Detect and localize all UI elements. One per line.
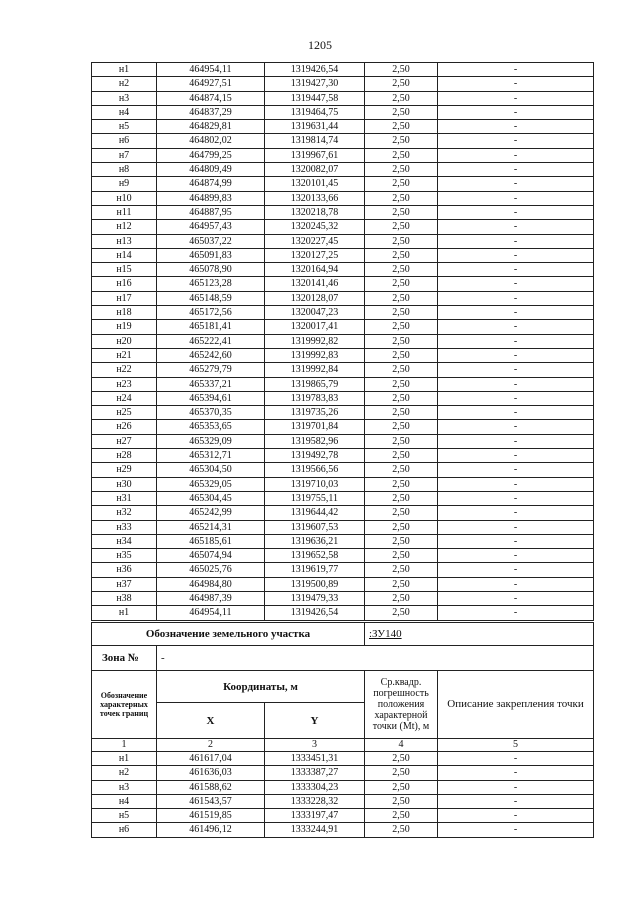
land-plot-value: :ЗУ140 (369, 628, 402, 640)
coord-y: 1319992,84 (265, 363, 365, 377)
description: - (438, 205, 594, 219)
description: - (438, 823, 594, 837)
coord-y: 1319427,30 (265, 77, 365, 91)
description: - (438, 234, 594, 248)
coord-x: 464799,25 (157, 148, 265, 162)
column-number: 4 (365, 739, 438, 752)
coord-x: 465394,61 (157, 391, 265, 405)
coord-x: 465242,99 (157, 506, 265, 520)
error-value: 2,50 (365, 177, 438, 191)
table-row (92, 291, 594, 305)
point-id: н15 (92, 263, 157, 277)
coord-x: 465329,09 (157, 434, 265, 448)
error-value: 2,50 (365, 105, 438, 119)
description: - (438, 177, 594, 191)
coord-x: 465222,41 (157, 334, 265, 348)
description: - (438, 148, 594, 162)
coord-y: 1319492,78 (265, 449, 365, 463)
coord-y: 1320047,23 (265, 306, 365, 320)
point-id: н23 (92, 377, 157, 391)
coord-y: 1333304,23 (265, 780, 365, 794)
table-row (92, 463, 594, 477)
description: - (438, 577, 594, 591)
header-coordinates: Координаты, м (157, 671, 365, 703)
error-value: 2,50 (365, 291, 438, 305)
coord-x: 465312,71 (157, 449, 265, 463)
coord-x: 464874,99 (157, 177, 265, 191)
point-id: н18 (92, 306, 157, 320)
coord-x: 465329,05 (157, 477, 265, 491)
point-id: н25 (92, 406, 157, 420)
point-id: н33 (92, 520, 157, 534)
coord-x: 464874,15 (157, 91, 265, 105)
header-description: Описание закрепления точки (438, 671, 594, 739)
table-row (92, 809, 594, 823)
error-value: 2,50 (365, 463, 438, 477)
coord-x: 465172,56 (157, 306, 265, 320)
point-id: н2 (92, 77, 157, 91)
coord-x: 464987,39 (157, 591, 265, 605)
coord-y: 1333244,91 (265, 823, 365, 837)
description: - (438, 434, 594, 448)
description: - (438, 534, 594, 548)
point-id: н20 (92, 334, 157, 348)
table-row (92, 577, 594, 591)
point-id: н13 (92, 234, 157, 248)
coord-x: 465181,41 (157, 320, 265, 334)
coord-y: 1320245,32 (265, 220, 365, 234)
error-value: 2,50 (365, 306, 438, 320)
point-id: н16 (92, 277, 157, 291)
description: - (438, 477, 594, 491)
table-row (92, 63, 594, 77)
table-row (92, 120, 594, 134)
coord-y: 1333197,47 (265, 809, 365, 823)
description: - (438, 780, 594, 794)
table-row (92, 563, 594, 577)
table-row (92, 334, 594, 348)
error-value: 2,50 (365, 63, 438, 77)
coord-x: 464887,95 (157, 205, 265, 219)
description: - (438, 463, 594, 477)
coord-y: 1319619,77 (265, 563, 365, 577)
error-value: 2,50 (365, 606, 438, 620)
coord-y: 1319992,82 (265, 334, 365, 348)
coord-y: 1319710,03 (265, 477, 365, 491)
point-id: н19 (92, 320, 157, 334)
point-id: н24 (92, 391, 157, 405)
coord-y: 1319582,96 (265, 434, 365, 448)
coord-y: 1319814,74 (265, 134, 365, 148)
point-id: н17 (92, 291, 157, 305)
coord-x: 464927,51 (157, 77, 265, 91)
error-value: 2,50 (365, 163, 438, 177)
description: - (438, 77, 594, 91)
land-plot-table (91, 622, 594, 838)
table-row (92, 534, 594, 548)
point-id: н14 (92, 248, 157, 262)
error-value: 2,50 (365, 191, 438, 205)
table-row (92, 823, 594, 837)
coord-x: 465353,65 (157, 420, 265, 434)
error-value: 2,50 (365, 277, 438, 291)
coord-x: 464809,49 (157, 163, 265, 177)
coord-y: 1319967,61 (265, 148, 365, 162)
error-value: 2,50 (365, 549, 438, 563)
zone-value: - (157, 646, 594, 671)
error-value: 2,50 (365, 220, 438, 234)
description: - (438, 506, 594, 520)
error-value: 2,50 (365, 120, 438, 134)
point-id: н35 (92, 549, 157, 563)
coord-y: 1319464,75 (265, 105, 365, 119)
error-value: 2,50 (365, 320, 438, 334)
point-id: н5 (92, 809, 157, 823)
table-row (92, 449, 594, 463)
coord-x: 461636,03 (157, 766, 265, 780)
coord-x: 461543,57 (157, 794, 265, 808)
description: - (438, 134, 594, 148)
point-id: н30 (92, 477, 157, 491)
coord-y: 1333228,32 (265, 794, 365, 808)
description: - (438, 766, 594, 780)
point-id: н9 (92, 177, 157, 191)
error-value: 2,50 (365, 506, 438, 520)
coord-y: 1319652,58 (265, 549, 365, 563)
coord-x: 461617,04 (157, 752, 265, 766)
coord-y: 1320017,41 (265, 320, 365, 334)
point-id: н31 (92, 491, 157, 505)
coord-y: 1319644,42 (265, 506, 365, 520)
coord-y: 1319865,79 (265, 377, 365, 391)
coord-y: 1319607,53 (265, 520, 365, 534)
description: - (438, 391, 594, 405)
table-row (92, 306, 594, 320)
table-row (92, 420, 594, 434)
error-value: 2,50 (365, 449, 438, 463)
table-row (92, 220, 594, 234)
error-value: 2,50 (365, 577, 438, 591)
coord-y: 1319636,21 (265, 534, 365, 548)
point-id: н29 (92, 463, 157, 477)
table-row (92, 520, 594, 534)
description: - (438, 263, 594, 277)
table-row (92, 591, 594, 605)
table-row (92, 391, 594, 405)
description: - (438, 348, 594, 362)
point-id: н8 (92, 163, 157, 177)
coord-x: 465242,60 (157, 348, 265, 362)
coord-x: 465037,22 (157, 234, 265, 248)
coord-x: 464837,29 (157, 105, 265, 119)
error-value: 2,50 (365, 477, 438, 491)
point-id: н26 (92, 420, 157, 434)
point-id: н6 (92, 823, 157, 837)
coord-y: 1320127,25 (265, 248, 365, 262)
error-value: 2,50 (365, 766, 438, 780)
point-id: н4 (92, 794, 157, 808)
table-row (92, 105, 594, 119)
table-row (92, 263, 594, 277)
description: - (438, 306, 594, 320)
description: - (438, 105, 594, 119)
coord-x: 465185,61 (157, 534, 265, 548)
error-value: 2,50 (365, 234, 438, 248)
table-row (92, 163, 594, 177)
coord-x: 465078,90 (157, 263, 265, 277)
table-row (92, 320, 594, 334)
land-plot-label: Обозначение земельного участка (92, 623, 365, 646)
table-row (92, 794, 594, 808)
description: - (438, 520, 594, 534)
coord-x: 465304,45 (157, 491, 265, 505)
table-row (92, 277, 594, 291)
coord-x: 464954,11 (157, 606, 265, 620)
description: - (438, 420, 594, 434)
table-row (92, 191, 594, 205)
point-id: н38 (92, 591, 157, 605)
table-row (92, 549, 594, 563)
error-value: 2,50 (365, 77, 438, 91)
table-row (92, 780, 594, 794)
description: - (438, 163, 594, 177)
coord-x: 464802,02 (157, 134, 265, 148)
description: - (438, 363, 594, 377)
error-value: 2,50 (365, 377, 438, 391)
point-id: н11 (92, 205, 157, 219)
coord-y: 1320227,45 (265, 234, 365, 248)
coord-x: 461496,12 (157, 823, 265, 837)
coord-y: 1319735,26 (265, 406, 365, 420)
coord-y: 1319631,44 (265, 120, 365, 134)
point-id: н2 (92, 766, 157, 780)
coordinates-table-continued (91, 62, 594, 621)
coord-y: 1320101,45 (265, 177, 365, 191)
point-id: н22 (92, 363, 157, 377)
description: - (438, 591, 594, 605)
point-id: н12 (92, 220, 157, 234)
error-value: 2,50 (365, 134, 438, 148)
coord-y: 1320141,46 (265, 277, 365, 291)
column-number: 1 (92, 739, 157, 752)
description: - (438, 120, 594, 134)
coord-y: 1320164,94 (265, 263, 365, 277)
error-value: 2,50 (365, 534, 438, 548)
table-row (92, 606, 594, 620)
coord-y: 1319992,83 (265, 348, 365, 362)
column-number: 2 (157, 739, 265, 752)
table-row (92, 248, 594, 262)
table-row (92, 491, 594, 505)
description: - (438, 248, 594, 262)
table-row (92, 205, 594, 219)
point-id: н34 (92, 534, 157, 548)
table-row (92, 134, 594, 148)
table-row (92, 506, 594, 520)
coord-x: 461588,62 (157, 780, 265, 794)
table-row (92, 234, 594, 248)
description: - (438, 191, 594, 205)
error-value: 2,50 (365, 809, 438, 823)
table-row (92, 348, 594, 362)
error-value: 2,50 (365, 363, 438, 377)
table-row (92, 177, 594, 191)
coord-x: 465123,28 (157, 277, 265, 291)
coord-x: 465091,83 (157, 248, 265, 262)
description: - (438, 563, 594, 577)
error-value: 2,50 (365, 248, 438, 262)
point-id: н36 (92, 563, 157, 577)
coord-x: 465148,59 (157, 291, 265, 305)
table-row (92, 148, 594, 162)
error-value: 2,50 (365, 434, 438, 448)
table-row (92, 363, 594, 377)
point-id: н10 (92, 191, 157, 205)
coord-x: 465337,21 (157, 377, 265, 391)
point-id: н37 (92, 577, 157, 591)
coord-y: 1319479,33 (265, 591, 365, 605)
coord-x: 464954,11 (157, 63, 265, 77)
point-id: н1 (92, 63, 157, 77)
header-x: X (157, 703, 265, 739)
coord-y: 1319426,54 (265, 606, 365, 620)
zone-label: Зона № (92, 646, 157, 671)
table-row (92, 377, 594, 391)
description: - (438, 334, 594, 348)
point-id: н5 (92, 120, 157, 134)
error-value: 2,50 (365, 591, 438, 605)
coord-x: 465214,31 (157, 520, 265, 534)
description: - (438, 752, 594, 766)
description: - (438, 291, 594, 305)
point-id: н27 (92, 434, 157, 448)
coord-y: 1320133,66 (265, 191, 365, 205)
error-value: 2,50 (365, 563, 438, 577)
description: - (438, 491, 594, 505)
error-value: 2,50 (365, 794, 438, 808)
description: - (438, 277, 594, 291)
point-id: н3 (92, 91, 157, 105)
error-value: 2,50 (365, 205, 438, 219)
point-id: н3 (92, 780, 157, 794)
header-y: Y (265, 703, 365, 739)
error-value: 2,50 (365, 391, 438, 405)
column-number: 3 (265, 739, 365, 752)
coord-y: 1320082,07 (265, 163, 365, 177)
description: - (438, 794, 594, 808)
error-value: 2,50 (365, 406, 438, 420)
description: - (438, 63, 594, 77)
point-id: н7 (92, 148, 157, 162)
coord-x: 465025,76 (157, 563, 265, 577)
table-row (92, 766, 594, 780)
description: - (438, 406, 594, 420)
point-id: н32 (92, 506, 157, 520)
point-id: н21 (92, 348, 157, 362)
page-number: 1205 (308, 38, 332, 52)
error-value: 2,50 (365, 520, 438, 534)
error-value: 2,50 (365, 491, 438, 505)
error-value: 2,50 (365, 148, 438, 162)
coord-y: 1319500,89 (265, 577, 365, 591)
coord-x: 464899,83 (157, 191, 265, 205)
table-row (92, 434, 594, 448)
coord-x: 464984,80 (157, 577, 265, 591)
error-value: 2,50 (365, 91, 438, 105)
table-row (92, 477, 594, 491)
table-row (92, 752, 594, 766)
error-value: 2,50 (365, 752, 438, 766)
point-id: н1 (92, 752, 157, 766)
error-value: 2,50 (365, 348, 438, 362)
description: - (438, 549, 594, 563)
coord-y: 1319783,83 (265, 391, 365, 405)
table-row (92, 91, 594, 105)
point-id: н4 (92, 105, 157, 119)
coord-y: 1319566,56 (265, 463, 365, 477)
point-id: н6 (92, 134, 157, 148)
point-id: н1 (92, 606, 157, 620)
coord-y: 1319701,84 (265, 420, 365, 434)
error-value: 2,50 (365, 823, 438, 837)
coord-y: 1319426,54 (265, 63, 365, 77)
error-value: 2,50 (365, 420, 438, 434)
error-value: 2,50 (365, 780, 438, 794)
description: - (438, 377, 594, 391)
header-points: Обозначение характерных точек границ (92, 671, 157, 739)
coord-y: 1320128,07 (265, 291, 365, 305)
description: - (438, 91, 594, 105)
coord-y: 1333387,27 (265, 766, 365, 780)
coord-y: 1333451,31 (265, 752, 365, 766)
point-id: н28 (92, 449, 157, 463)
table-row (92, 406, 594, 420)
coord-x: 465074,94 (157, 549, 265, 563)
error-value: 2,50 (365, 334, 438, 348)
table-row (92, 77, 594, 91)
coord-y: 1320218,78 (265, 205, 365, 219)
coord-y: 1319447,58 (265, 91, 365, 105)
coord-x: 465370,35 (157, 406, 265, 420)
coord-x: 464829,81 (157, 120, 265, 134)
header-error: Ср.квадр. погрешность положения характерной точки (Mt), м (365, 671, 438, 739)
coord-y: 1319755,11 (265, 491, 365, 505)
coord-x: 461519,85 (157, 809, 265, 823)
coord-x: 464957,43 (157, 220, 265, 234)
column-number: 5 (438, 739, 594, 752)
description: - (438, 220, 594, 234)
coord-x: 465304,50 (157, 463, 265, 477)
coord-x: 465279,79 (157, 363, 265, 377)
description: - (438, 809, 594, 823)
description: - (438, 320, 594, 334)
error-value: 2,50 (365, 263, 438, 277)
description: - (438, 606, 594, 620)
description: - (438, 449, 594, 463)
